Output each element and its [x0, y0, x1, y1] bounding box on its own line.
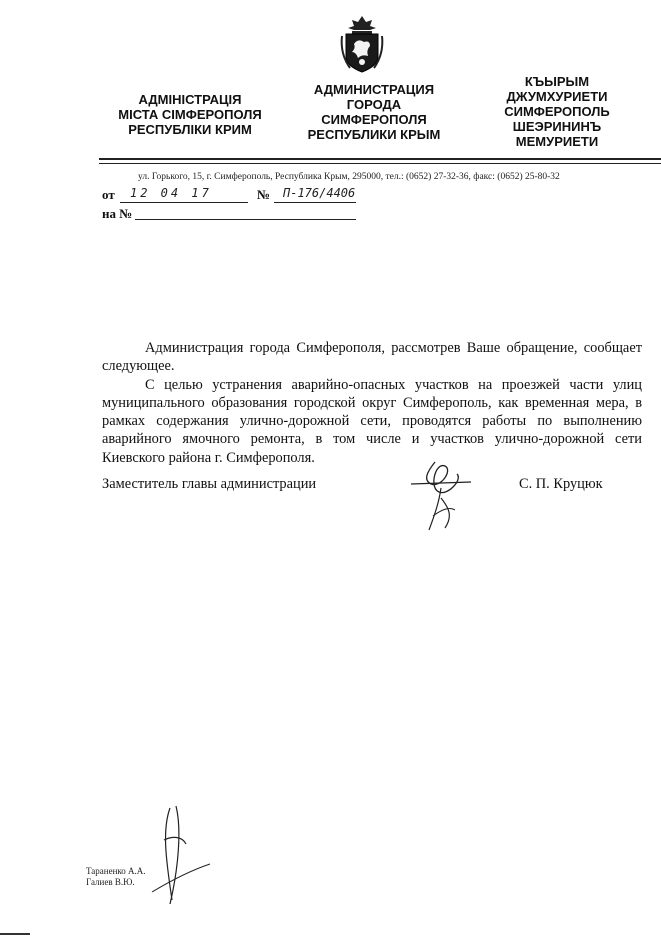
body-paragraph-1: Администрация города Симферополя, рассмотрев Ваше обращение, сообщает следующее. [102, 340, 642, 375]
header-right-line: КЪЫРЫМ [524, 74, 590, 89]
ref-label: на № [102, 206, 133, 221]
header-left-line: МІСТА СІМФЕРОПОЛЯ [118, 107, 262, 122]
date-label: от [102, 187, 115, 202]
header-right-block [490, 74, 624, 149]
header-right-line: ДЖУМХУРИЕТИ [506, 89, 608, 104]
signatory-position: Заместитель главы администрации [102, 476, 317, 492]
body-paragraph-2: С целью устранения аварийно-опасных участков на проезжей части улиц муниципального образования городской округ Симферополь, как временная мера, в рамках содержания улично-дорожной сети, проводятся работы по выполнению аварийного ямочного ремонта, в том числе и участков улично-дорожной сети Киевского района г. Симферополя. [102, 376, 642, 466]
header-right-line: СИМФЕРОПОЛЬ [504, 104, 610, 119]
header-center-line: РЕСПУБЛИКИ КРЫМ [307, 127, 441, 142]
header-right-line: МЕМУРИЕТИ [515, 134, 599, 149]
address-line: ул. Горького, 15, г. Симферополь, Республика Крым, 295000, тел.: (0652) 27-32-36, факс: (0652) 25-80-32 [138, 172, 560, 182]
header-right-line: ШЕЭРИНИНЪ [512, 119, 602, 134]
header-center-block [292, 82, 456, 142]
scan-edge-mark [0, 933, 30, 935]
number-underline [274, 202, 356, 203]
header-divider-thin [99, 163, 661, 164]
header-left-block [104, 92, 276, 137]
header-divider-thick [99, 158, 661, 160]
executor-initials-scribble [142, 800, 212, 910]
executor-line-2: Галиев В.Ю. [86, 877, 135, 887]
header-center-line: АДМИНИСТРАЦИЯ [313, 82, 435, 97]
number-value: П-176/4406 [283, 186, 356, 200]
executor-line-1: Тараненко А.А. [86, 866, 146, 876]
header-center-line: СИМФЕРОПОЛЯ [321, 112, 427, 127]
signatory-name: С. П. Круцюк [519, 476, 603, 492]
ref-underline [135, 219, 356, 220]
header-center-line: ГОРОДА [346, 97, 402, 112]
date-underline [120, 202, 248, 203]
date-value: 12 04 17 [130, 186, 212, 200]
crimea-coat-of-arms-icon [340, 14, 384, 74]
handwritten-signature [405, 458, 475, 534]
number-label: № [257, 187, 271, 202]
letter-body [102, 339, 642, 467]
header-left-line: АДМІНІСТРАЦІЯ [138, 92, 242, 107]
header-left-line: РЕСПУБЛІКИ КРИМ [128, 122, 252, 137]
